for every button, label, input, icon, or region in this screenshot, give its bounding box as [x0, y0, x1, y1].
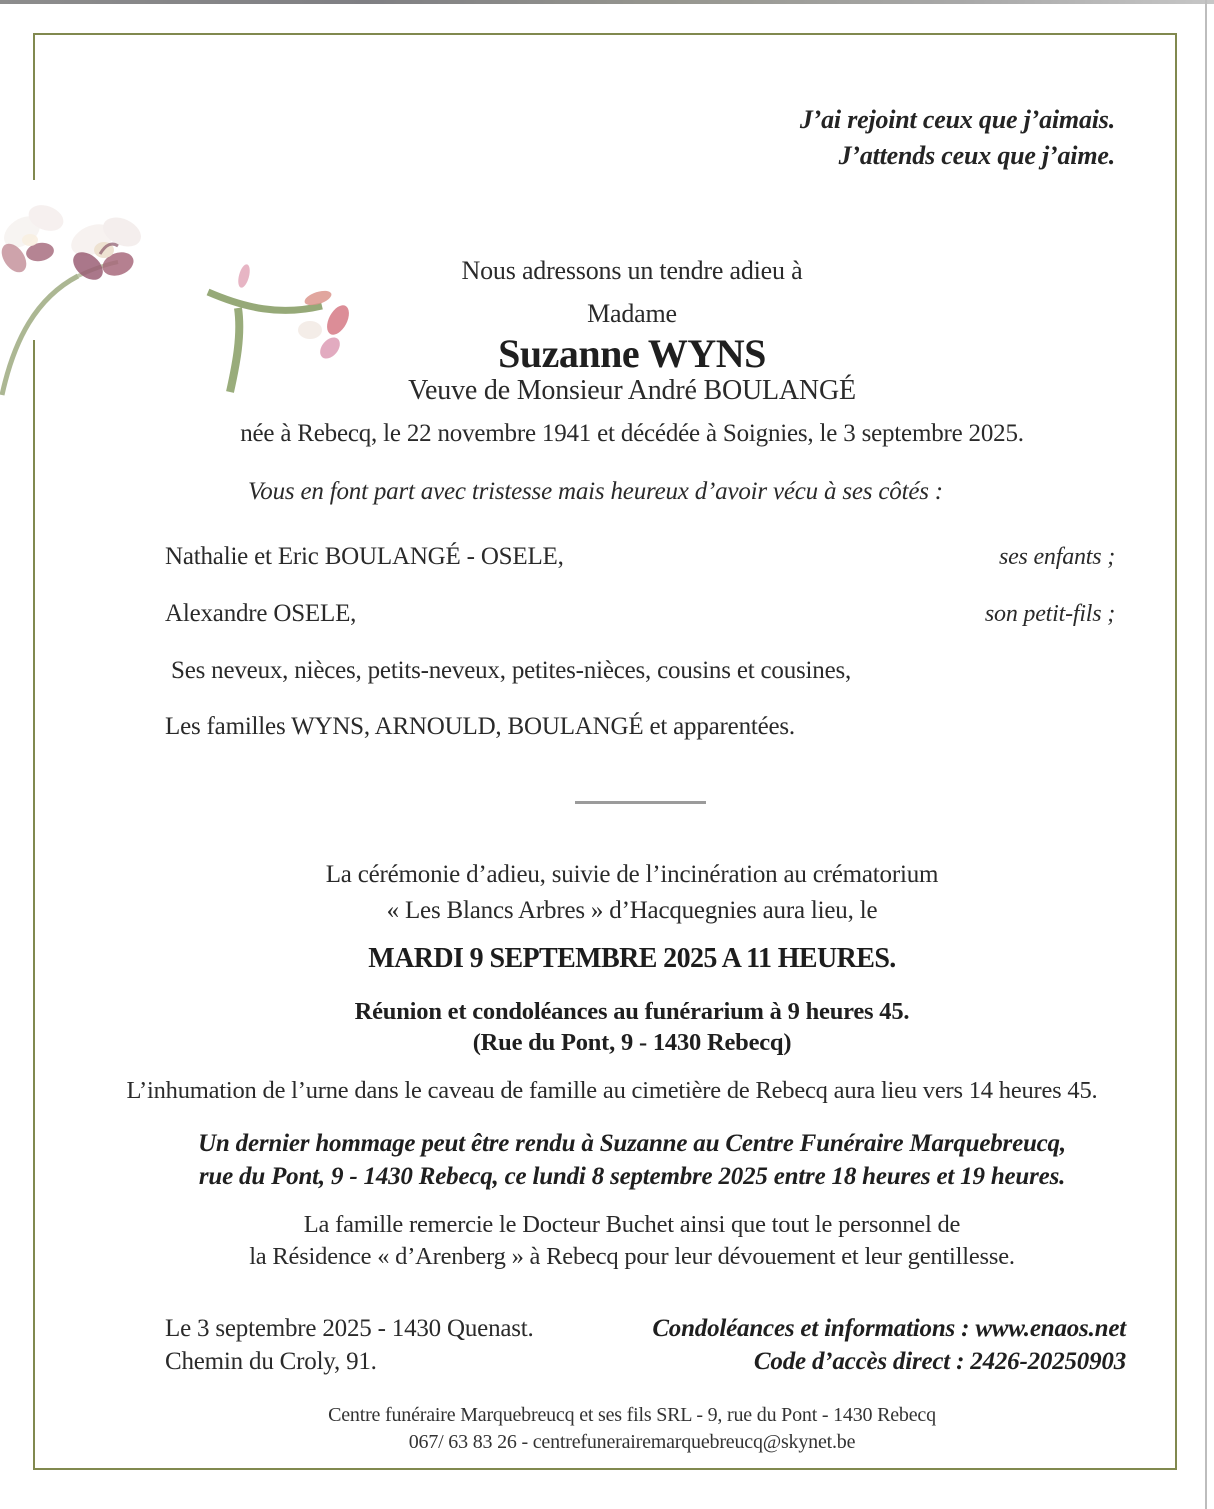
thanks-line-2: la Résidence « d’Arenberg » à Rebecq pour leur dévouement et leur gentillesse. [249, 1243, 1015, 1270]
relative-names: Alexandre OSELE, [165, 600, 357, 627]
relative-names: Nathalie et Eric BOULANGÉ - OSELE, [165, 543, 564, 570]
epitaph-line-1: J’ai rejoint ceux que j’aimais. [799, 105, 1115, 134]
ceremony-line-2: « Les Blancs Arbres » d’Hacquegnies aura lieu, le [386, 897, 878, 924]
condolences-info [652, 1312, 1126, 1378]
relative-relation: son petit-fils ; [984, 601, 1115, 627]
salutation: Nous adressons un tendre adieu à [461, 256, 803, 285]
civility-title: Madame [587, 299, 677, 328]
meeting-address: (Rue du Pont, 9 - 1430 Rebecq) [472, 1029, 792, 1056]
thanks-info [70, 1209, 1194, 1273]
meeting-line: Réunion et condoléances au funérarium à 9 heures 45. [354, 998, 910, 1025]
meeting-info [70, 996, 1194, 1058]
relative-row [165, 543, 1115, 571]
section-divider [575, 801, 706, 804]
funeral-home-footer [70, 1402, 1194, 1456]
footer-line-2: 067/ 63 83 26 - centrefunerairemarquebreucq@skynet.be [408, 1431, 856, 1453]
access-code-line: Code d’accès direct : 2426-20250903 [753, 1348, 1126, 1375]
relative-names: Ses neveux, nièces, petits-neveux, petites-nièces, cousins et cousines, [171, 657, 852, 684]
deceased-name: Suzanne WYNS [498, 331, 766, 376]
closing-date-place: Le 3 septembre 2025 - 1430 Quenast. [165, 1315, 534, 1342]
relative-names: Les familles WYNS, ARNOULD, BOULANGÉ et apparentées. [165, 713, 795, 740]
tribute-line-1: Un dernier hommage peut être rendu à Suzanne au Centre Funéraire Marquebreucq, [198, 1130, 1066, 1157]
epitaph-quote [800, 102, 1115, 174]
burial-line: L’inhumation de l’urne dans le caveau de famille au cimetière de Rebecq aura lieu vers 14 heures 45. [126, 1077, 1098, 1104]
closing-address: Chemin du Croly, 91. [165, 1348, 377, 1375]
sender-address [165, 1312, 534, 1378]
tribute-line-2: rue du Pont, 9 - 1430 Rebecq, ce lundi 8 septembre 2025 entre 18 heures et 19 heures. [198, 1163, 1066, 1190]
scan-top-edge [0, 0, 1214, 4]
scan-right-edge [1205, 0, 1207, 1509]
tribute-info [70, 1127, 1194, 1193]
ceremony-intro [70, 857, 1194, 929]
announcement-lead: Vous en font part avec tristesse mais heureux d’avoir vécu à ses côtés : [248, 478, 943, 505]
relative-row [171, 657, 1115, 685]
relative-relation: ses enfants ; [998, 544, 1115, 570]
widow-line: Veuve de Monsieur André BOULANGÉ [408, 375, 856, 406]
thanks-line-1: La famille remercie le Docteur Buchet ainsi que tout le personnel de [303, 1211, 961, 1238]
epitaph-line-2: J’attends ceux que j’aime. [838, 141, 1115, 170]
footer-line-1: Centre funéraire Marquebreucq et ses fils SRL - 9, rue du Pont - 1430 Rebecq [328, 1404, 936, 1426]
relative-row [165, 713, 1115, 741]
ceremony-date: MARDI 9 SEPTEMBRE 2025 A 11 HEURES. [368, 943, 896, 974]
relative-row [165, 600, 1115, 628]
life-dates: née à Rebecq, le 22 novembre 1941 et décédée à Soignies, le 3 septembre 2025. [240, 420, 1024, 447]
ceremony-line-1: La cérémonie d’adieu, suivie de l’incinération au crématorium [325, 861, 939, 888]
condolences-line: Condoléances et informations : www.enaos.net [652, 1315, 1126, 1342]
closing-block [165, 1312, 1126, 1378]
